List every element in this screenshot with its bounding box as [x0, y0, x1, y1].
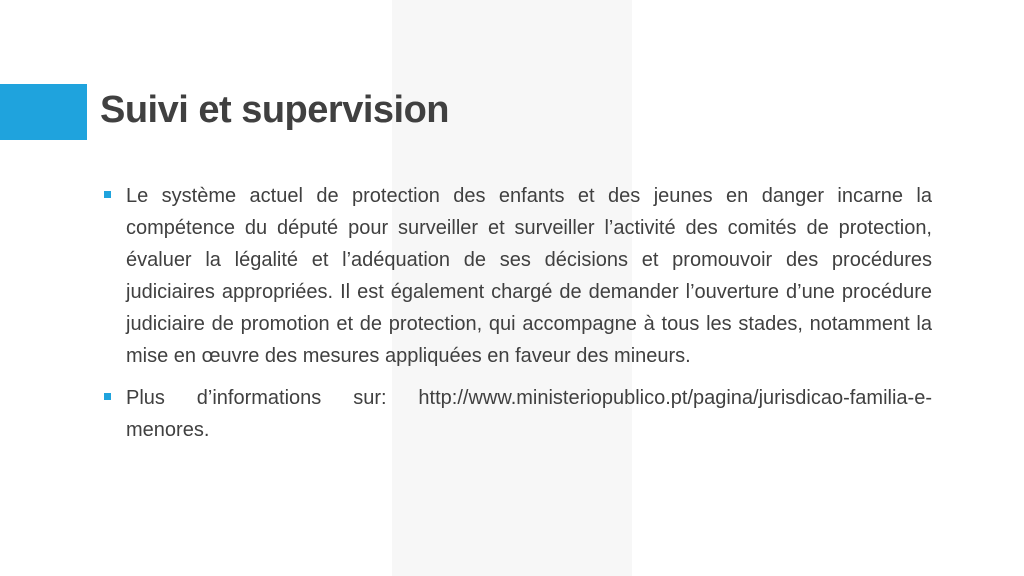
square-bullet-icon	[104, 393, 111, 400]
bullet-item	[104, 180, 932, 372]
bullet-text: Le système actuel de protection des enfants et des jeunes en danger incarne la compétence du député pour surveiller et surveiller l’activité des comités de protection, évaluer la légalité et l’adéquation de ses décisions et promouvoir des procédures judiciaires appropriées. Il est également chargé de demander l’ouverture d’une procédure judiciaire de promotion et de protection, qui accompagne à tous les stades, notamment la mise en œuvre des mesures appliquées en faveur des mineurs.	[126, 185, 932, 367]
square-bullet-icon	[104, 191, 111, 198]
slide-title: Suivi et supervision	[100, 89, 449, 131]
bullet-item	[104, 382, 932, 446]
bullet-text: Plus d’informations sur: http://www.ministeriopublico.pt/pagina/jurisdicao-familia-e-menores.	[126, 387, 932, 441]
accent-bar	[0, 84, 87, 140]
bullet-list	[104, 180, 932, 456]
